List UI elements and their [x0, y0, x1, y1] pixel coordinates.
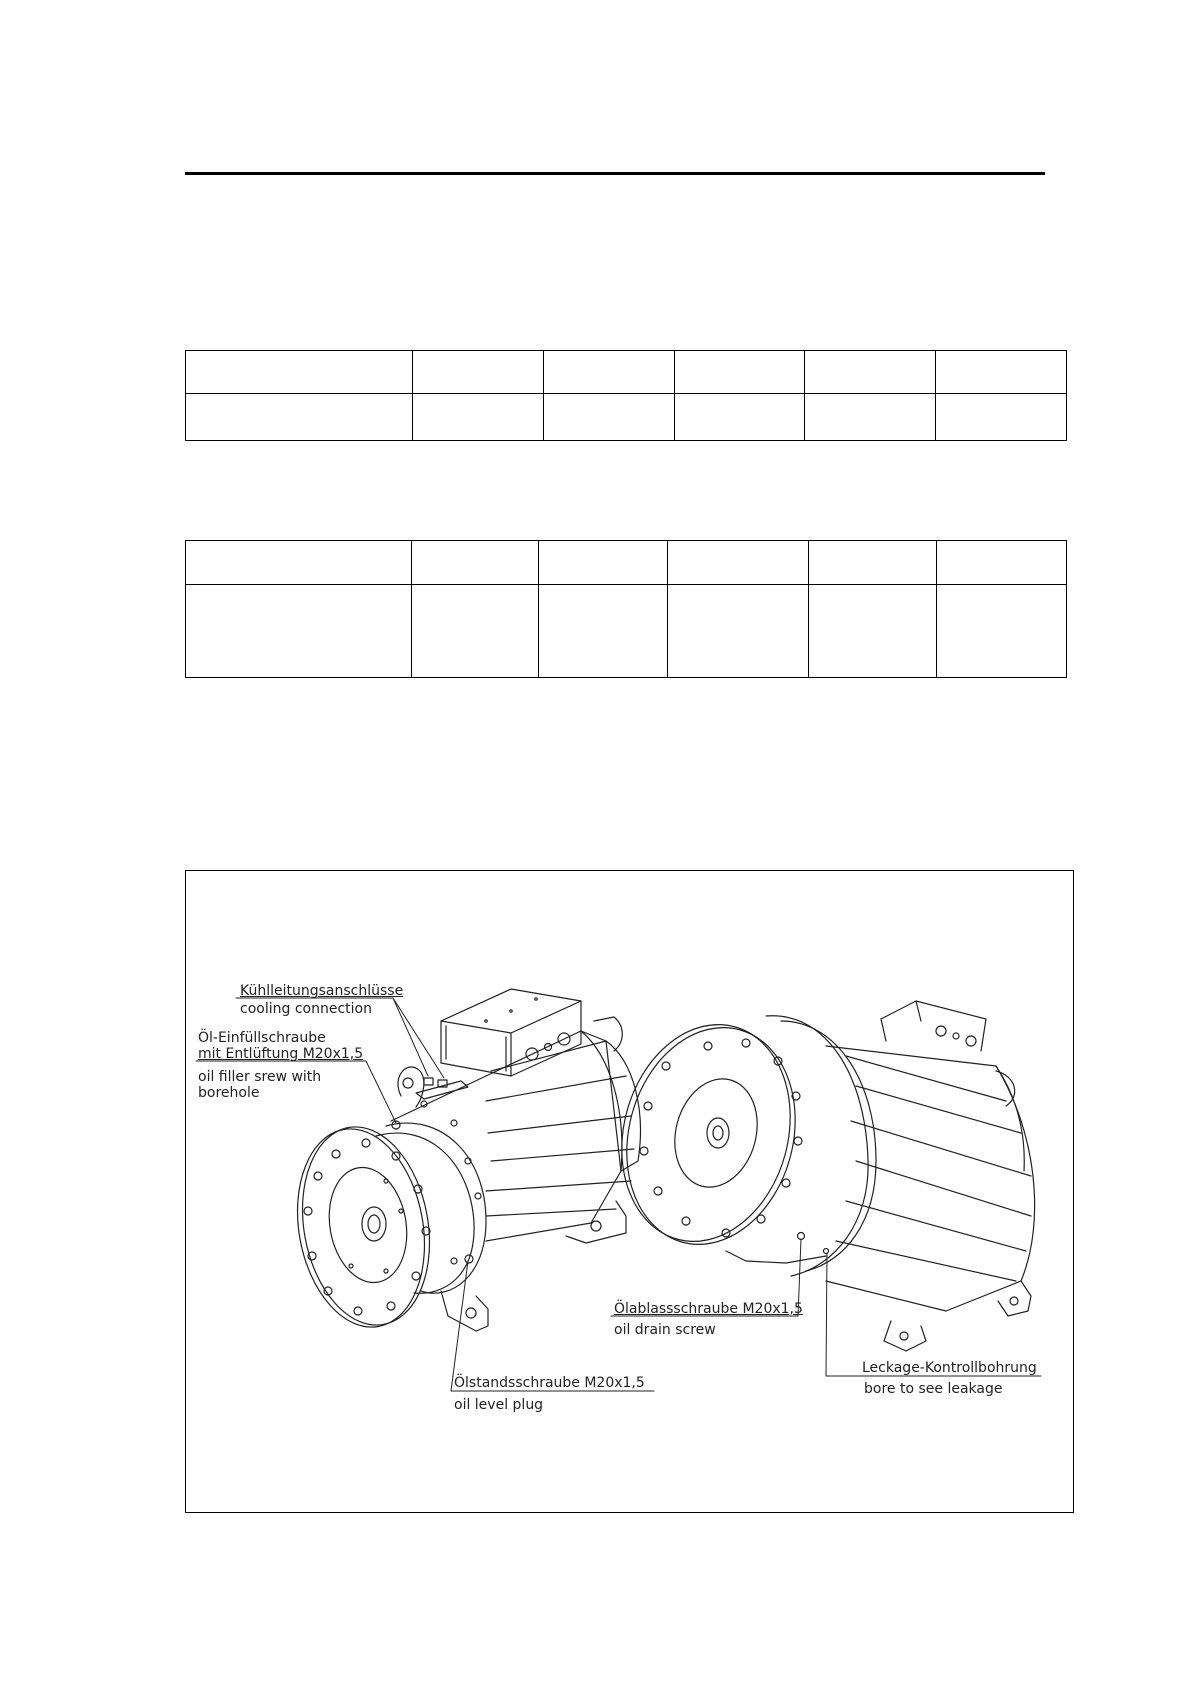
table-cell [809, 541, 937, 585]
table-cell [935, 394, 1066, 441]
flange-collar-left [386, 1123, 486, 1293]
motor-foot-left-rear [566, 1201, 626, 1243]
table-cell [186, 541, 412, 585]
table-cell [935, 351, 1066, 394]
left-motor-illustration [283, 989, 641, 1337]
table-cell [186, 351, 413, 394]
table-cell [668, 541, 809, 585]
table-row [186, 541, 1067, 585]
table-cell [539, 585, 668, 678]
motor-figure [185, 870, 1074, 1513]
label-leakage-en: bore to see leakage [864, 1381, 1003, 1397]
motor-drawing [186, 871, 1075, 1514]
table-cell [412, 394, 543, 441]
right-motor-illustration [598, 1001, 1034, 1351]
table-cell [412, 351, 543, 394]
label-leakage-de: Leckage-Kontrollbohrung [862, 1360, 1037, 1376]
label-cooling-de: Kühlleitungsanschlüsse [240, 983, 404, 999]
motor-foot-right-rear [998, 1281, 1031, 1316]
table-cell [412, 585, 539, 678]
table-row [186, 394, 1067, 441]
label-filler-en-2: borehole [198, 1085, 260, 1101]
flange-collar-right [781, 1021, 876, 1271]
terminal-box-left [441, 989, 581, 1076]
label-drain-de: Ölablassschraube M20x1,5 [614, 1301, 803, 1317]
table-cell [539, 541, 668, 585]
table-cell [937, 585, 1067, 678]
label-filler-de-2: mit Entlüftung M20x1,5 [198, 1046, 364, 1062]
front-flange-left [283, 1117, 445, 1337]
spec-table-1 [185, 350, 1067, 441]
table-cell [937, 541, 1067, 585]
table-row [186, 585, 1067, 678]
table-cell [805, 394, 935, 441]
terminal-box-right [881, 1001, 986, 1051]
label-level-de: Ölstandsschraube M20x1,5 [454, 1375, 645, 1391]
label-filler-de-1: Öl-Einfüllschraube [198, 1030, 326, 1046]
front-flange-right [598, 1006, 818, 1264]
leader-leakage [826, 1253, 1041, 1376]
table-cell [805, 351, 935, 394]
table-cell [675, 351, 805, 394]
label-level-en: oil level plug [454, 1397, 544, 1413]
table-cell [543, 394, 674, 441]
table-cell [412, 541, 539, 585]
label-filler-en-1: oil filler srew with [198, 1069, 322, 1085]
spec-table-2 [185, 540, 1067, 678]
table-cell [186, 585, 412, 678]
oil-drain-marker [798, 1233, 805, 1240]
table-row [186, 351, 1067, 394]
label-cooling-en: cooling connection [240, 1001, 372, 1017]
table-cell [186, 394, 413, 441]
header-rule [185, 172, 1045, 175]
table-cell [809, 585, 937, 678]
table-cell [668, 585, 809, 678]
label-drain-en: oil drain screw [614, 1322, 716, 1338]
table-cell [543, 351, 674, 394]
motor-foot-right-front [884, 1321, 926, 1351]
leakage-bore-marker [824, 1249, 829, 1254]
table-cell [675, 394, 805, 441]
motor-foot-left-front [441, 1291, 488, 1331]
motor-housing-left [391, 1017, 640, 1243]
